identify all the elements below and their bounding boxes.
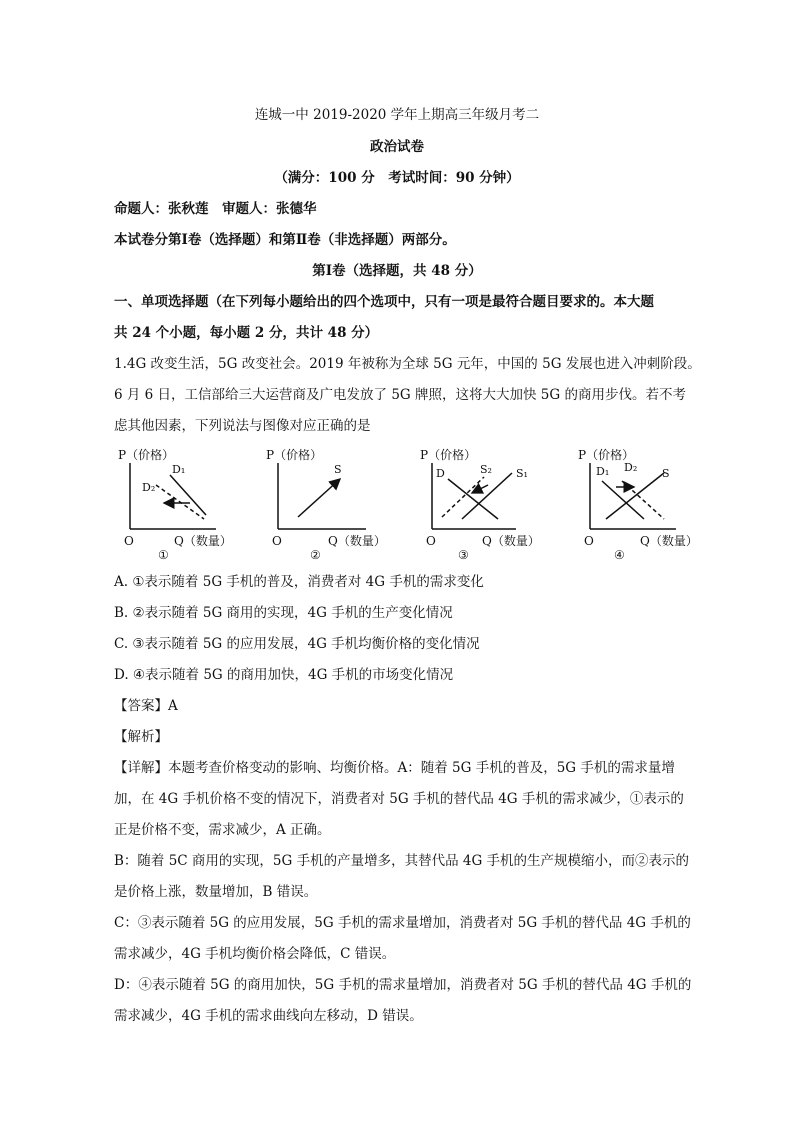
section-instruction-line1: 一、单项选择题（在下列每小题给出的四个选项中，只有一项是最符合题目要求的。本大题: [114, 294, 654, 310]
graph-1-x-label: Q（数量）: [174, 534, 232, 548]
detail-line: 加，在 4G 手机价格不变的情况下，消费者对 5G 手机的替代品 4G 手机的需求减少，①表示的: [114, 791, 684, 807]
graph-2-label-s: S: [334, 463, 342, 476]
detail-line: 需求减少，4G 手机的需求曲线向左移动，D 错误。: [114, 1008, 423, 1024]
paper-structure: 本试卷分第Ⅰ卷（选择题）和第Ⅱ卷（非选择题）两部分。: [114, 232, 456, 248]
graph-3-x-label: Q（数量）: [482, 534, 540, 548]
graph-2: [266, 447, 386, 562]
graph-1-curve-d2: [156, 485, 204, 519]
graph-1-origin: O: [124, 534, 134, 548]
option-c: C. ③表示随着 5G 的应用发展，4G 手机均衡价格的变化情况: [114, 636, 480, 652]
detail-line: 需求减少，4G 手机均衡价格会降低，C 错误。: [114, 946, 396, 962]
graphs-svg: [116, 447, 716, 562]
option-d: D. ④表示随着 5G 的商用加快，4G 手机的市场变化情况: [114, 667, 454, 683]
graph-4: [578, 447, 698, 562]
graph-3-number: ③: [458, 548, 469, 562]
graph-4-label-d2: D₂: [624, 461, 638, 474]
question-stem-line2: 6 月 6 日，工信部给三大运营商及广电发放了 5G 牌照，这将大大加快 5G 的商用步伐。若不考: [114, 387, 686, 403]
graph-1-label-d2: D₂: [142, 481, 156, 494]
graph-1-number: ①: [158, 548, 169, 562]
answer: 【答案】A: [114, 698, 178, 714]
graph-2-y-label: P（价格）: [266, 448, 323, 462]
detail-line: 正是价格不变，需求减少，A 正确。: [114, 822, 331, 838]
option-a: A. ①表示随着 5G 手机的普及，消费者对 4G 手机的需求变化: [114, 574, 484, 590]
part1-heading: 第Ⅰ卷（选择题，共 48 分）: [312, 263, 482, 279]
graph-4-label-d1: D₁: [596, 465, 610, 478]
supply-demand-graphs: [116, 447, 716, 562]
detail-line: D：④表示随着 5G 的商用加快，5G 手机的需求量增加，消费者对 5G 手机的替代品 4G 手机的: [114, 977, 692, 993]
graph-3-label-s2: S₂: [480, 463, 492, 476]
graph-4-number: ④: [614, 548, 625, 562]
graph-1-label-d1: D₁: [172, 463, 186, 476]
graph-1-curve-d1: [170, 475, 206, 515]
detail-line: 是价格上涨，数量增加，B 错误。: [114, 884, 318, 900]
option-b: B. ②表示随着 5G 商用的实现，4G 手机的生产变化情况: [114, 605, 453, 621]
graph-2-x-label: Q（数量）: [328, 534, 386, 548]
analysis-label: 【解析】: [114, 729, 168, 745]
graph-3-label-d: D: [436, 467, 445, 480]
graph-2-number: ②: [310, 548, 321, 562]
graph-3-origin: O: [426, 534, 436, 548]
graph-2-curve-s: [298, 479, 340, 517]
detail-line: 【详解】本题考查价格变动的影响、均衡价格。A：随着 5G 手机的普及，5G 手机的需求量增: [114, 760, 675, 776]
graph-4-origin: O: [584, 534, 594, 548]
graph-4-label-s: S: [662, 467, 670, 480]
graph-4-x-label: Q（数量）: [640, 534, 698, 548]
authors: 命题人：张秋莲 审题人：张德华: [114, 201, 317, 217]
exam-info: （满分：100 分 考试时间：90 分钟）: [274, 170, 520, 186]
detail-line: C：③表示随着 5G 的应用发展，5G 手机的需求量增加，消费者对 5G 手机的替代品 4G 手机的: [114, 915, 691, 931]
exam-title: 连城一中 2019-2020 学年上期高三年级月考二: [254, 107, 540, 123]
graph-3-curve-s2: [442, 477, 484, 517]
graph-3-curve-d: [448, 479, 498, 519]
section-instruction-line2: 共 24 个小题，每小题 2 分，共计 48 分）: [114, 325, 379, 341]
question-stem-line1: 1.4G 改变生活，5G 改变社会。2019 年被称为全球 5G 元年，中国的 5G 发展也进入冲刺阶段。: [114, 356, 701, 372]
graph-1-y-label: P（价格）: [118, 448, 175, 462]
detail-line: B：随着 5C 商用的实现，5G 手机的产量增多，其替代品 4G 手机的生产规模缩小，而②表示的: [114, 853, 690, 869]
graph-3: [420, 447, 540, 562]
graph-2-origin: O: [272, 534, 282, 548]
graph-4-y-label: P（价格）: [578, 448, 635, 462]
graph-3-label-s1: S₁: [516, 467, 528, 480]
subject-title: 政治试卷: [370, 139, 424, 155]
graph-1: [118, 447, 232, 562]
question-stem-line3: 虑其他因素，下列说法与图像对应正确的是: [114, 418, 371, 434]
graph-3-y-label: P（价格）: [420, 448, 477, 462]
